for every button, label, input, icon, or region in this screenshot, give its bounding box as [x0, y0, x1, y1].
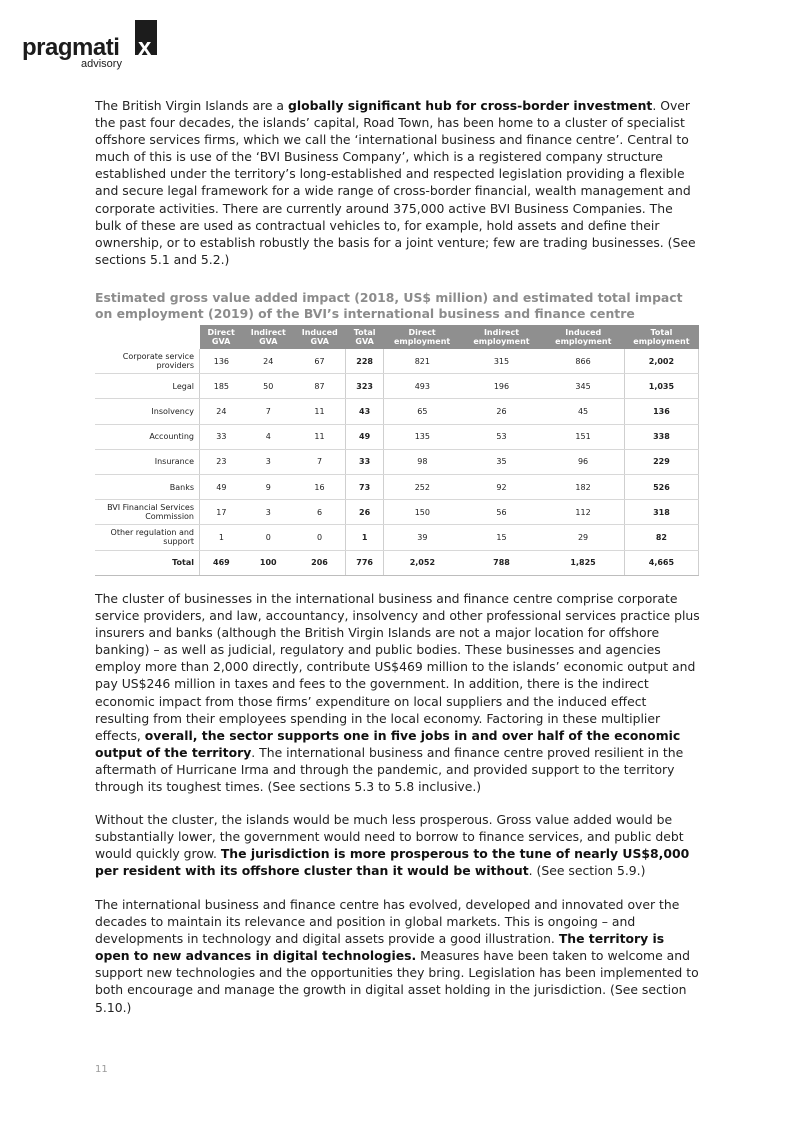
- intro-text-1: The British Virgin Islands are a: [95, 98, 288, 113]
- table-cell: 6: [294, 500, 346, 525]
- header-induced-gva: Induced GVA: [294, 325, 346, 349]
- row-label-total: Total: [95, 550, 200, 575]
- table-cell: 3: [243, 500, 294, 525]
- table-cell: 229: [624, 449, 698, 474]
- table-cell: 315: [461, 349, 543, 374]
- table-cell: 24: [243, 349, 294, 374]
- header-blank-cell: [95, 325, 200, 349]
- table-cell: 1: [200, 525, 243, 550]
- table-cell: 49: [200, 474, 243, 499]
- table-cell: 9: [243, 474, 294, 499]
- table-cell: 788: [461, 550, 543, 575]
- evolved-text-1: The international business and finance centre has evolved, developed and innovated over the decades to maintain its relevance and position in global markets. This is ongoing – and developments in technology and digital assets provide a good illustration.: [95, 897, 680, 947]
- table-cell: 318: [624, 500, 698, 525]
- table-cell: 73: [346, 474, 384, 499]
- table-cell: 67: [294, 349, 346, 374]
- row-label: Other regulation and support: [95, 525, 200, 550]
- table-cell: 2,002: [624, 349, 698, 374]
- table-title: Estimated gross value added impact (2018, US$ million) and estimated total impact on employment (2019) of the BVI’s international business and finance centre: [95, 290, 683, 321]
- header-total-gva: Total GVA: [346, 325, 384, 349]
- table-cell: 16: [294, 474, 346, 499]
- logo-wordmark: pragmati: [22, 34, 120, 61]
- cluster-paragraph: [95, 590, 700, 795]
- table-cell: 526: [624, 474, 698, 499]
- table-cell: 7: [294, 449, 346, 474]
- row-label: Corporate service providers: [95, 349, 200, 374]
- table-cell: 96: [542, 449, 624, 474]
- row-label: Insolvency: [95, 399, 200, 424]
- table-cell: 136: [200, 349, 243, 374]
- row-label: Insurance: [95, 449, 200, 474]
- table-total-row: [95, 550, 699, 575]
- table-cell: 50: [243, 374, 294, 399]
- row-label: BVI Financial Services Commission: [95, 500, 200, 525]
- table-cell: 3: [243, 449, 294, 474]
- table-cell: 26: [461, 399, 543, 424]
- table-cell: 185: [200, 374, 243, 399]
- table-cell: 1,825: [542, 550, 624, 575]
- table-cell: 0: [243, 525, 294, 550]
- table-cell: 49: [346, 424, 384, 449]
- without-text-1: Without the cluster, the islands would be much less prosperous. Gross value added would be substantially lower, the government would need to borrow to finance services, and public debt would quickly grow.: [95, 812, 684, 862]
- table-cell: 56: [461, 500, 543, 525]
- table-cell: 4: [243, 424, 294, 449]
- table-cell: 11: [294, 399, 346, 424]
- cluster-bold-1: overall, the sector supports one in five jobs in and over half of the economic output of the territory: [95, 727, 681, 760]
- evolved-paragraph: [95, 896, 700, 1016]
- table-cell: 493: [384, 374, 461, 399]
- table-cell: 776: [346, 550, 384, 575]
- table-row: [95, 474, 699, 499]
- table-cell: 338: [624, 424, 698, 449]
- pragmatix-logo: [22, 20, 182, 72]
- logo-x-letter: x: [138, 34, 152, 61]
- cluster-text-2: . The international business and finance centre proved resilient in the aftermath of Hurricane Irma and through the pandemic, and provided support to the territory through its toughest times. (See sections 5.3 to 5.8 inclusive.): [95, 744, 684, 795]
- header-induced-employment: Induced employment: [542, 325, 624, 349]
- cluster-text-1: The cluster of businesses in the international business and finance centre comprise corporate service providers, and law, accountancy, insolvency and other professional services practice plus insurers and banks (although the British Virgin Islands are not a major location for offshore banking) – as well as judicial, regulatory and public bodies. These businesses and agencies employ more than 2,000 directly, contribute US$469 million to the islands’ economic output and pay US$246 million in taxes and fees to the government. In addition, there is the indirect economic impact from those firms’ expenditure on local suppliers and the induced effect resulting from their employees spending in the local economy. Factoring in these multiplier effects,: [95, 591, 700, 743]
- without-bold-1: The jurisdiction is more prosperous to the tune of nearly US$8,000 per resident with its offshore cluster than it would be without: [95, 846, 690, 879]
- table-cell: 821: [384, 349, 461, 374]
- gva-impact-table: [95, 325, 699, 576]
- table-cell: 100: [243, 550, 294, 575]
- intro-bold-1: globally significant hub for cross-border investment: [287, 98, 653, 113]
- row-label: Legal: [95, 374, 200, 399]
- table-cell: 182: [542, 474, 624, 499]
- evolved-text-2: Measures have been taken to welcome and support new technologies and the opportunities they bring. Legislation has been implemented to both encourage and manage the growth in digital asset holding in the jurisdiction. (See section 5.10.): [95, 948, 699, 1015]
- table-cell: 11: [294, 424, 346, 449]
- without-text-2: . (See section 5.9.): [528, 863, 646, 879]
- intro-paragraph: [95, 97, 700, 268]
- without-paragraph: [95, 811, 700, 879]
- table-cell: 15: [461, 525, 543, 550]
- table-cell: 53: [461, 424, 543, 449]
- table-row: [95, 424, 699, 449]
- table-header-row: [95, 325, 699, 349]
- table-cell: 196: [461, 374, 543, 399]
- table-cell: 26: [346, 500, 384, 525]
- table-cell: 2,052: [384, 550, 461, 575]
- table-cell: 39: [384, 525, 461, 550]
- logo-subtitle: advisory: [81, 58, 122, 70]
- table-cell: 35: [461, 449, 543, 474]
- table-row: [95, 525, 699, 550]
- row-label: Banks: [95, 474, 200, 499]
- table-cell: 7: [243, 399, 294, 424]
- table-cell: 29: [542, 525, 624, 550]
- table-cell: 45: [542, 399, 624, 424]
- table-cell: 33: [200, 424, 243, 449]
- row-label: Accounting: [95, 424, 200, 449]
- header-indirect-employment: Indirect employment: [461, 325, 543, 349]
- table-cell: 98: [384, 449, 461, 474]
- table-row: [95, 374, 699, 399]
- table-cell: 252: [384, 474, 461, 499]
- table-cell: 135: [384, 424, 461, 449]
- header-total-employment: Total employment: [624, 325, 698, 349]
- table-row: [95, 449, 699, 474]
- header-direct-employment: Direct employment: [384, 325, 461, 349]
- table-cell: 1,035: [624, 374, 698, 399]
- table-cell: 43: [346, 399, 384, 424]
- table-cell: 0: [294, 525, 346, 550]
- evolved-bold-1: The territory is open to new advances in digital technologies.: [95, 931, 665, 964]
- table-cell: 866: [542, 349, 624, 374]
- table-cell: 33: [346, 449, 384, 474]
- table-cell: 112: [542, 500, 624, 525]
- table-cell: 345: [542, 374, 624, 399]
- table-cell: 151: [542, 424, 624, 449]
- table-cell: 82: [624, 525, 698, 550]
- header-direct-gva: Direct GVA: [200, 325, 243, 349]
- table-cell: 150: [384, 500, 461, 525]
- table-cell: 65: [384, 399, 461, 424]
- table-cell: 4,665: [624, 550, 698, 575]
- header-indirect-gva: Indirect GVA: [243, 325, 294, 349]
- table-cell: 17: [200, 500, 243, 525]
- table-cell: 323: [346, 374, 384, 399]
- table-row: [95, 349, 699, 374]
- table-cell: 23: [200, 449, 243, 474]
- intro-text-2: . Over the past four decades, the islands’ capital, Road Town, has been home to a cluster of specialist offshore services firms, which we call the ‘international business and finance centre’. Central to much of this is use of the ‘BVI Business Company’, which is a registered company structure established under the territory’s long-established and respected legislation providing a flexible and secure legal framework for a wide range of cross-border financial, wealth management and corporate activities. There are currently around 375,000 active BVI Business Companies. The bulk of these are used as contractual vehicles to, for example, hold assets and define their ownership, or to establish robustly the basis for a joint venture; few are trading businesses. (See sections 5.1 and 5.2.): [95, 98, 696, 267]
- table-cell: 24: [200, 399, 243, 424]
- table-row: [95, 399, 699, 424]
- table-cell: 469: [200, 550, 243, 575]
- table-cell: 206: [294, 550, 346, 575]
- table-cell: 87: [294, 374, 346, 399]
- table-cell: 136: [624, 399, 698, 424]
- table-cell: 92: [461, 474, 543, 499]
- table-cell: 1: [346, 525, 384, 550]
- table-cell: 228: [346, 349, 384, 374]
- page-number: 11: [95, 1064, 108, 1075]
- table-row: [95, 500, 699, 525]
